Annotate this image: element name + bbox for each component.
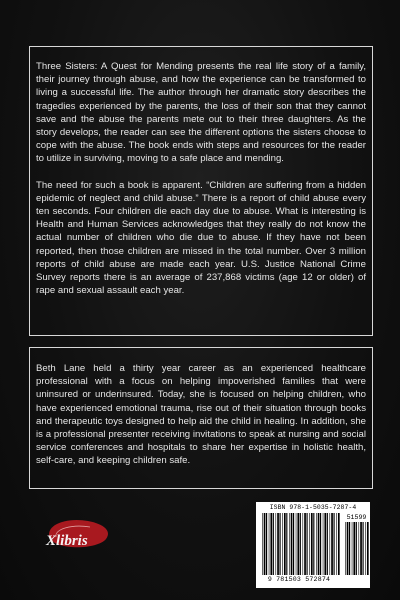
isbn-barcode bbox=[256, 502, 370, 588]
publisher-logo bbox=[36, 515, 116, 555]
author-bio-box bbox=[29, 347, 373, 489]
author-bio-paragraph: Beth Lane held a thirty year career as an experienced healthcare professional with a focus on helping impoverished families that were uninsured or underinsured. Today, she is focused on helping children, who have experienced emotional trauma, rise out of their situation through books and therapeutic toys designed to help aid the child in healing. In addition, she is a professional presenter receiving invitations to speak at nursing and social service conferences and hospitals to share her expertise in holistic health, self-care, and keeping children safe. bbox=[36, 363, 366, 467]
barcode-addon-digits: 51599 bbox=[346, 514, 367, 521]
barcode-digits: 9 781503 572874 bbox=[267, 576, 331, 583]
publisher-name: Xlibris bbox=[46, 533, 88, 549]
synopsis-paragraph-2: The need for such a book is apparent. “Children are suffering from a hidden epidemic of neglect and child abuse.” There is a report of child abuse every ten seconds. Four children die each day due to abuse. What is interesting is Health and Human Services acknowledges that they really do not know the actual number of children who die due to abuse. If they have not been reported, then those children are missed in the total number. Over 3 million reports of child abuse are made each year. U.S. Justice National Crime Survey reports there is an average of 237,868 victims (age 12 or older) of rape and sexual assault each year. bbox=[36, 179, 366, 297]
synopsis-box bbox=[29, 46, 373, 336]
isbn-label: ISBN 978-1-5035-7287-4 bbox=[269, 504, 357, 511]
synopsis-paragraph-1: Three Sisters: A Quest for Mending presents the real life story of a family, their journey through abuse, and how the experience can be transformed to living a successful life. The author through her dramatic story describes the tragedies experienced by the parents, the loss of their son that they cannot save and the abuse the parents mete out to their three daughters. As the story develops, the reader can see the different options the sisters choose to cope with the abuse. The book ends with steps and resources for the reader to utilize in surviving, moving to a safe place and mending. bbox=[36, 61, 366, 165]
xlibris-logo-icon bbox=[36, 515, 116, 555]
